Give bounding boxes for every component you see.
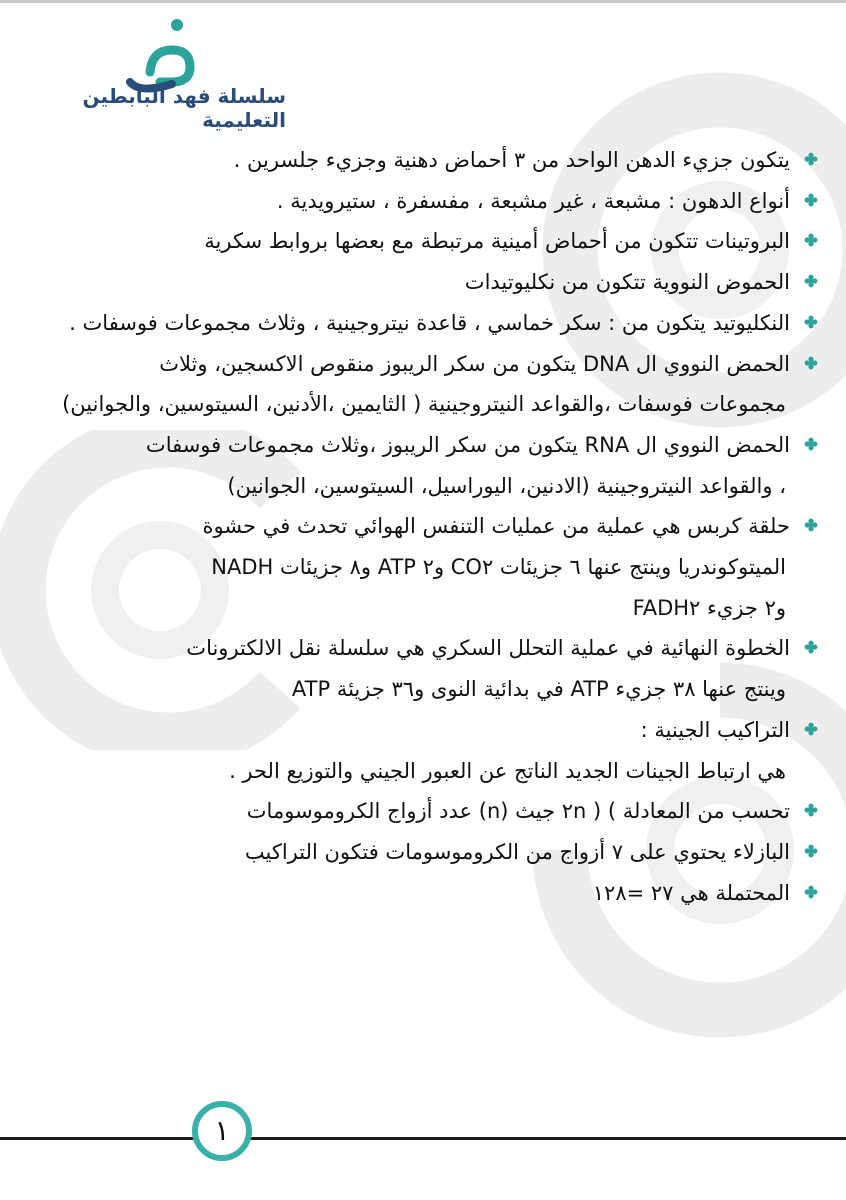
line-text: مجموعات فوسفات ،والقواعد النيتروجينية ( الثايمين ،الأدنين، السيتوسين، والجوانين) <box>62 392 786 417</box>
bullet-item <box>30 181 820 222</box>
bullet-item <box>30 425 820 466</box>
line-text: البازلاء يحتوي على ٧ أزواج من الكروموسومات فتكون التراكيب <box>244 839 790 864</box>
document-body <box>30 140 820 913</box>
line-text: الحمض النووي ال DNA يتكون من سكر الريبوز منقوص الاكسجين، وثلاث <box>159 351 790 376</box>
teal-flower-bullet-icon <box>804 193 818 207</box>
bullet-item <box>30 791 820 832</box>
line-text: النكليوتيد يتكون من : سكر خماسي ، قاعدة نيتروجينية ، وثلاث مجموعات فوسفات . <box>69 310 790 335</box>
line-text: يتكون جزيء الدهن الواحد من ٣ أحماض دهنية وجزيء جلسرين . <box>233 148 790 172</box>
bullet-continuation <box>30 588 820 629</box>
line-text: المحتملة هي ٢٧ =١٢٨ <box>592 880 790 905</box>
teal-flower-bullet-icon <box>804 152 818 166</box>
line-text: حلقة كربس هي عملية من عمليات التنفس الهوائي تحدث في حشوة <box>202 514 790 539</box>
line-text: أنواع الدهون : مشبعة ، غير مشبعة ، مفسفرة ، ستيرويدية . <box>276 188 790 213</box>
bullet-continuation <box>30 384 820 425</box>
bullet-continuation <box>30 751 820 792</box>
bullet-item <box>30 303 820 344</box>
bullet-item <box>30 710 820 751</box>
bullet-continuation <box>30 547 820 588</box>
teal-flower-bullet-icon <box>804 640 818 654</box>
bullet-item <box>30 628 820 669</box>
teal-flower-bullet-icon <box>804 356 818 370</box>
line-text: هي ارتباط الجينات الجديد الناتج عن العبور الجيني والتوزيع الحر . <box>229 758 786 783</box>
line-text: التراكيب الجينية : <box>640 717 790 742</box>
teal-flower-bullet-icon <box>804 274 818 288</box>
top-border <box>0 0 846 3</box>
teal-flower-bullet-icon <box>804 885 818 899</box>
bullet-continuation <box>30 669 820 710</box>
line-text: و٢ جزيء FADH٢ <box>632 595 786 620</box>
line-text: ، والقواعد النيتروجينية (الادنين، اليوراسيل، السيتوسين، الجوانين) <box>227 473 786 498</box>
line-text: الخطوة النهائية في عملية التحلل السكري هي سلسلة نقل الالكترونات <box>186 636 790 661</box>
teal-flower-bullet-icon <box>804 315 818 329</box>
teal-flower-bullet-icon <box>804 518 818 532</box>
bullet-item <box>30 873 820 914</box>
footer-rule <box>0 1137 846 1140</box>
line-text: الميتوكوندريا وينتج عنها ٦ جزيئات CO٢ و٢ ATP و٨ جزيئات NADH <box>211 555 786 580</box>
bullet-item <box>30 832 820 873</box>
bullet-item <box>30 506 820 547</box>
bullet-item <box>30 221 820 262</box>
logo-title: سلسلة فهد البابطين التعليمية <box>82 84 286 132</box>
line-text: وينتج عنها ٣٨ جزيء ATP في بدائية النوى و٣٦ جزيئة ATP <box>291 677 786 702</box>
bullet-item <box>30 262 820 303</box>
teal-flower-bullet-icon <box>804 233 818 247</box>
teal-flower-bullet-icon <box>804 803 818 817</box>
bullet-item <box>30 140 820 181</box>
bullet-item <box>30 344 820 385</box>
page-number: ١ <box>192 1101 252 1161</box>
line-text: تحسب من المعادلة ) ( ٢n جيث (n) عدد أزواج الكروموسومات <box>246 799 790 824</box>
teal-flower-bullet-icon <box>804 844 818 858</box>
line-text: الحموض النووية تتكون من نكليوتيدات <box>464 270 790 295</box>
line-text: الحمض النووي ال RNA يتكون من سكر الريبوز ،وثلاث مجموعات فوسفات <box>145 432 790 457</box>
teal-flower-bullet-icon <box>804 437 818 451</box>
teal-flower-bullet-icon <box>804 722 818 736</box>
line-text: البروتينات تتكون من أحماض أمينية مرتبطة مع بعضها بروابط سكرية <box>204 229 790 254</box>
bullet-continuation <box>30 466 820 507</box>
